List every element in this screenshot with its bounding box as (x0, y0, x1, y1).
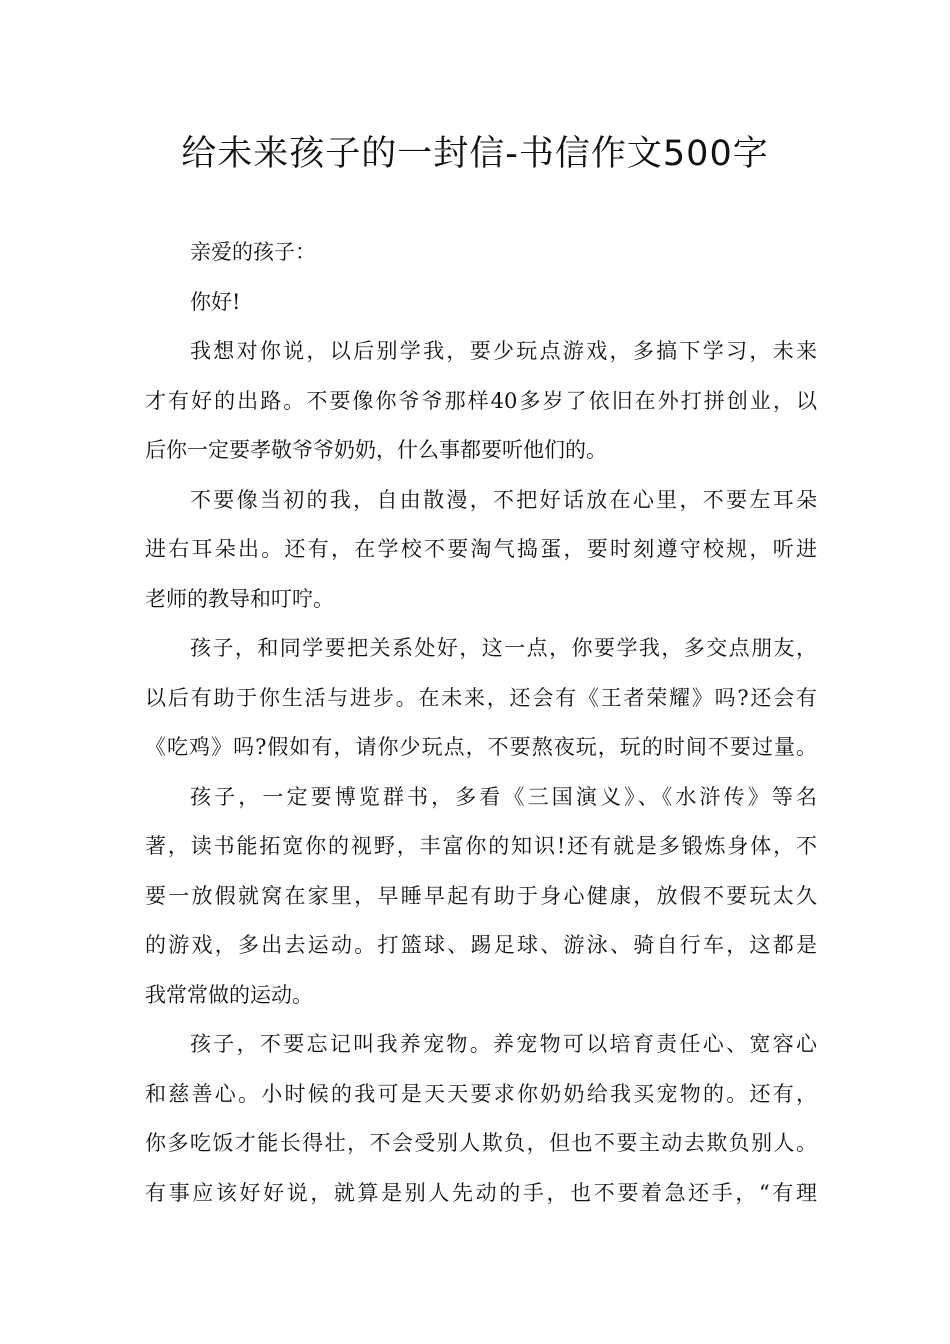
text-line: 你多吃饭才能长得壮，不会受别人欺负，但也不要主动去欺负别人。 (145, 1131, 817, 1155)
text-line: 进右耳朵出。还有，在学校不要淘气捣蛋，要时刻遵守校规，听进 (145, 537, 817, 561)
text-line: 我常常做的运动。 (145, 982, 313, 1007)
text-line: 和慈善心。小时候的我可是天天要求你奶奶给我买宠物的。还有， (145, 1081, 817, 1106)
text-line: 后你一定要孝敬爷爷奶奶，什么事都要听他们的。 (145, 438, 607, 462)
text-line: 不要像当初的我，自由散漫，不把好话放在心里，不要左耳朵 (190, 487, 817, 512)
text-line: 《吃鸡》吗?假如有，请你少玩点，不要熬夜玩，玩的时间不要过量。 (145, 735, 817, 759)
text-line: 以后有助于你生活与进步。在未来，还会有《王者荣耀》吗?还会有 (145, 685, 817, 710)
text-line: 孩子，和同学要把关系处好，这一点，你要学我，多交点朋友， (190, 636, 817, 660)
text-line: 要一放假就窝在家里，早睡早起有助于身心健康，放假不要玩太久 (145, 883, 817, 908)
text-line: 的游戏，多出去运动。打篮球、踢足球、游泳、骑自行车，这都是 (145, 933, 817, 957)
text-line: 亲爱的孩子： (190, 240, 316, 264)
text-line: 孩子，不要忘记叫我养宠物。养宠物可以培育责任心、宽容心 (190, 1032, 817, 1056)
text-line: 才有好的出路。不要像你爷爷那样40多岁了依旧在外打拼创业，以 (145, 388, 817, 413)
text-line: 老师的教导和叮咛。 (145, 586, 334, 611)
document-title: 给未来孩子的一封信-书信作文500字 (181, 134, 769, 174)
letter-body (145, 228, 817, 1218)
text-line: 你好! (190, 289, 241, 314)
text-line: 我想对你说，以后别学我，要少玩点游戏，多搞下学习，未来 (190, 339, 817, 363)
text-line: 有事应该好好说，就算是别人先动的手，也不要着急还手，“有理 (145, 1180, 817, 1205)
text-line: 孩子，一定要博览群书，多看《三国演义》、《水浒传》等名 (190, 784, 817, 809)
text-line: 著，读书能拓宽你的视野，丰富你的知识!还有就是多锻炼身体，不 (145, 834, 817, 858)
